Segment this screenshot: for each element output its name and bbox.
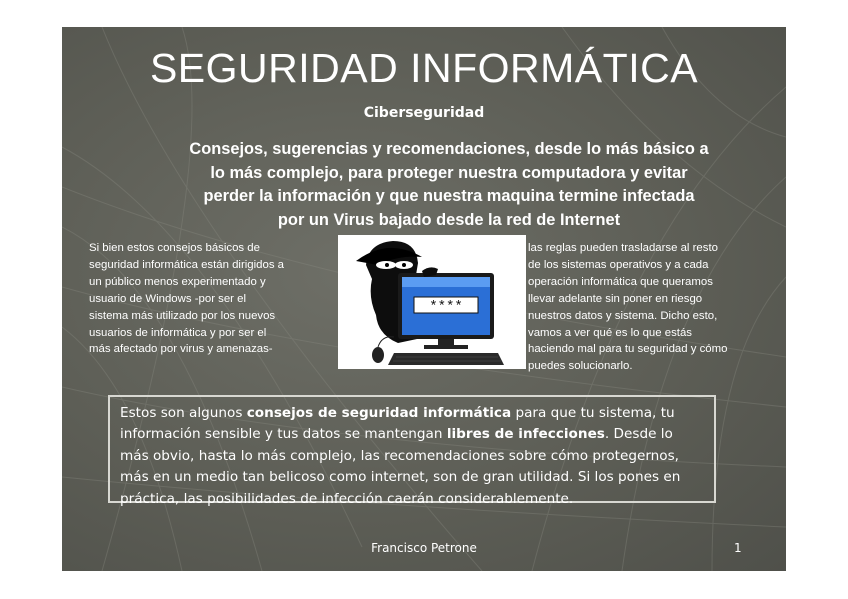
box-bold-text: libres de infecciones [446, 426, 605, 443]
text-line: usuario de Windows -por ser el [89, 292, 247, 305]
box-text: . Desde lo más obvio, hasta lo más complejo, las recomendaciones sobre cómo protegernos, más en un medio tan belicoso como internet, son de gran utilidad. Si los pones en práctica, las posibilidades de infección caerán considerablemente. [120, 426, 681, 507]
text-line: puedes solucionarlo. [528, 360, 633, 373]
right-column-text [528, 240, 768, 375]
text-line: usuarios de informática y por ser el [89, 326, 267, 339]
keyboard [388, 353, 504, 365]
text-line: sistema más utilizado por los nuevos [89, 309, 276, 322]
slide-subtitle: Ciberseguridad [363, 105, 485, 121]
text-line: nuestros datos y sistema. Dicho esto, [528, 309, 718, 322]
box-bold-text: consejos de seguridad informática [246, 405, 512, 421]
advice-box [108, 395, 716, 507]
password-mask: **** [429, 299, 463, 315]
text-line: vamos a ver qué es lo que estás [528, 326, 692, 339]
text-line: un público menos experimentado y [89, 275, 266, 288]
mouse [372, 347, 384, 363]
slide [62, 27, 786, 571]
box-text: Estos son algunos [120, 405, 247, 421]
text-line: las reglas pueden trasladarse al resto [528, 242, 718, 254]
intro-paragraph [154, 138, 744, 232]
text-line: Si bien estos consejos básicos de [89, 242, 260, 254]
text-line: operación informática que queramos [528, 275, 713, 288]
hacker-computer-image [338, 235, 526, 369]
intro-line: lo más complejo, para proteger nuestra computadora y evitar [210, 163, 688, 182]
left-column-text [89, 240, 315, 358]
text-line: seguridad informática están dirigidos a [89, 258, 285, 271]
footer-author: Francisco Petrone [371, 541, 477, 555]
intro-line: por un Virus bajado desde la red de Internet [277, 210, 621, 229]
text-line: llevar adelante sin poner en riesgo [528, 292, 703, 305]
slide-title: SEGURIDAD INFORMÁTICA [149, 45, 699, 91]
intro-line: perder la información y que nuestra maquina termine infectada [203, 187, 695, 205]
box-text: para que tu sistema, tu información sensible y tus datos se mantengan [120, 405, 675, 443]
page-number: 1 [734, 541, 742, 555]
text-line: más afectado por virus y amenazas- [89, 343, 273, 356]
text-line: haciendo mal para tu seguridad y cómo [528, 343, 728, 356]
text-line: de los sistemas operativos y a cada [528, 258, 709, 271]
intro-line: Consejos, sugerencias y recomendaciones, desde lo más básico a [189, 140, 709, 158]
